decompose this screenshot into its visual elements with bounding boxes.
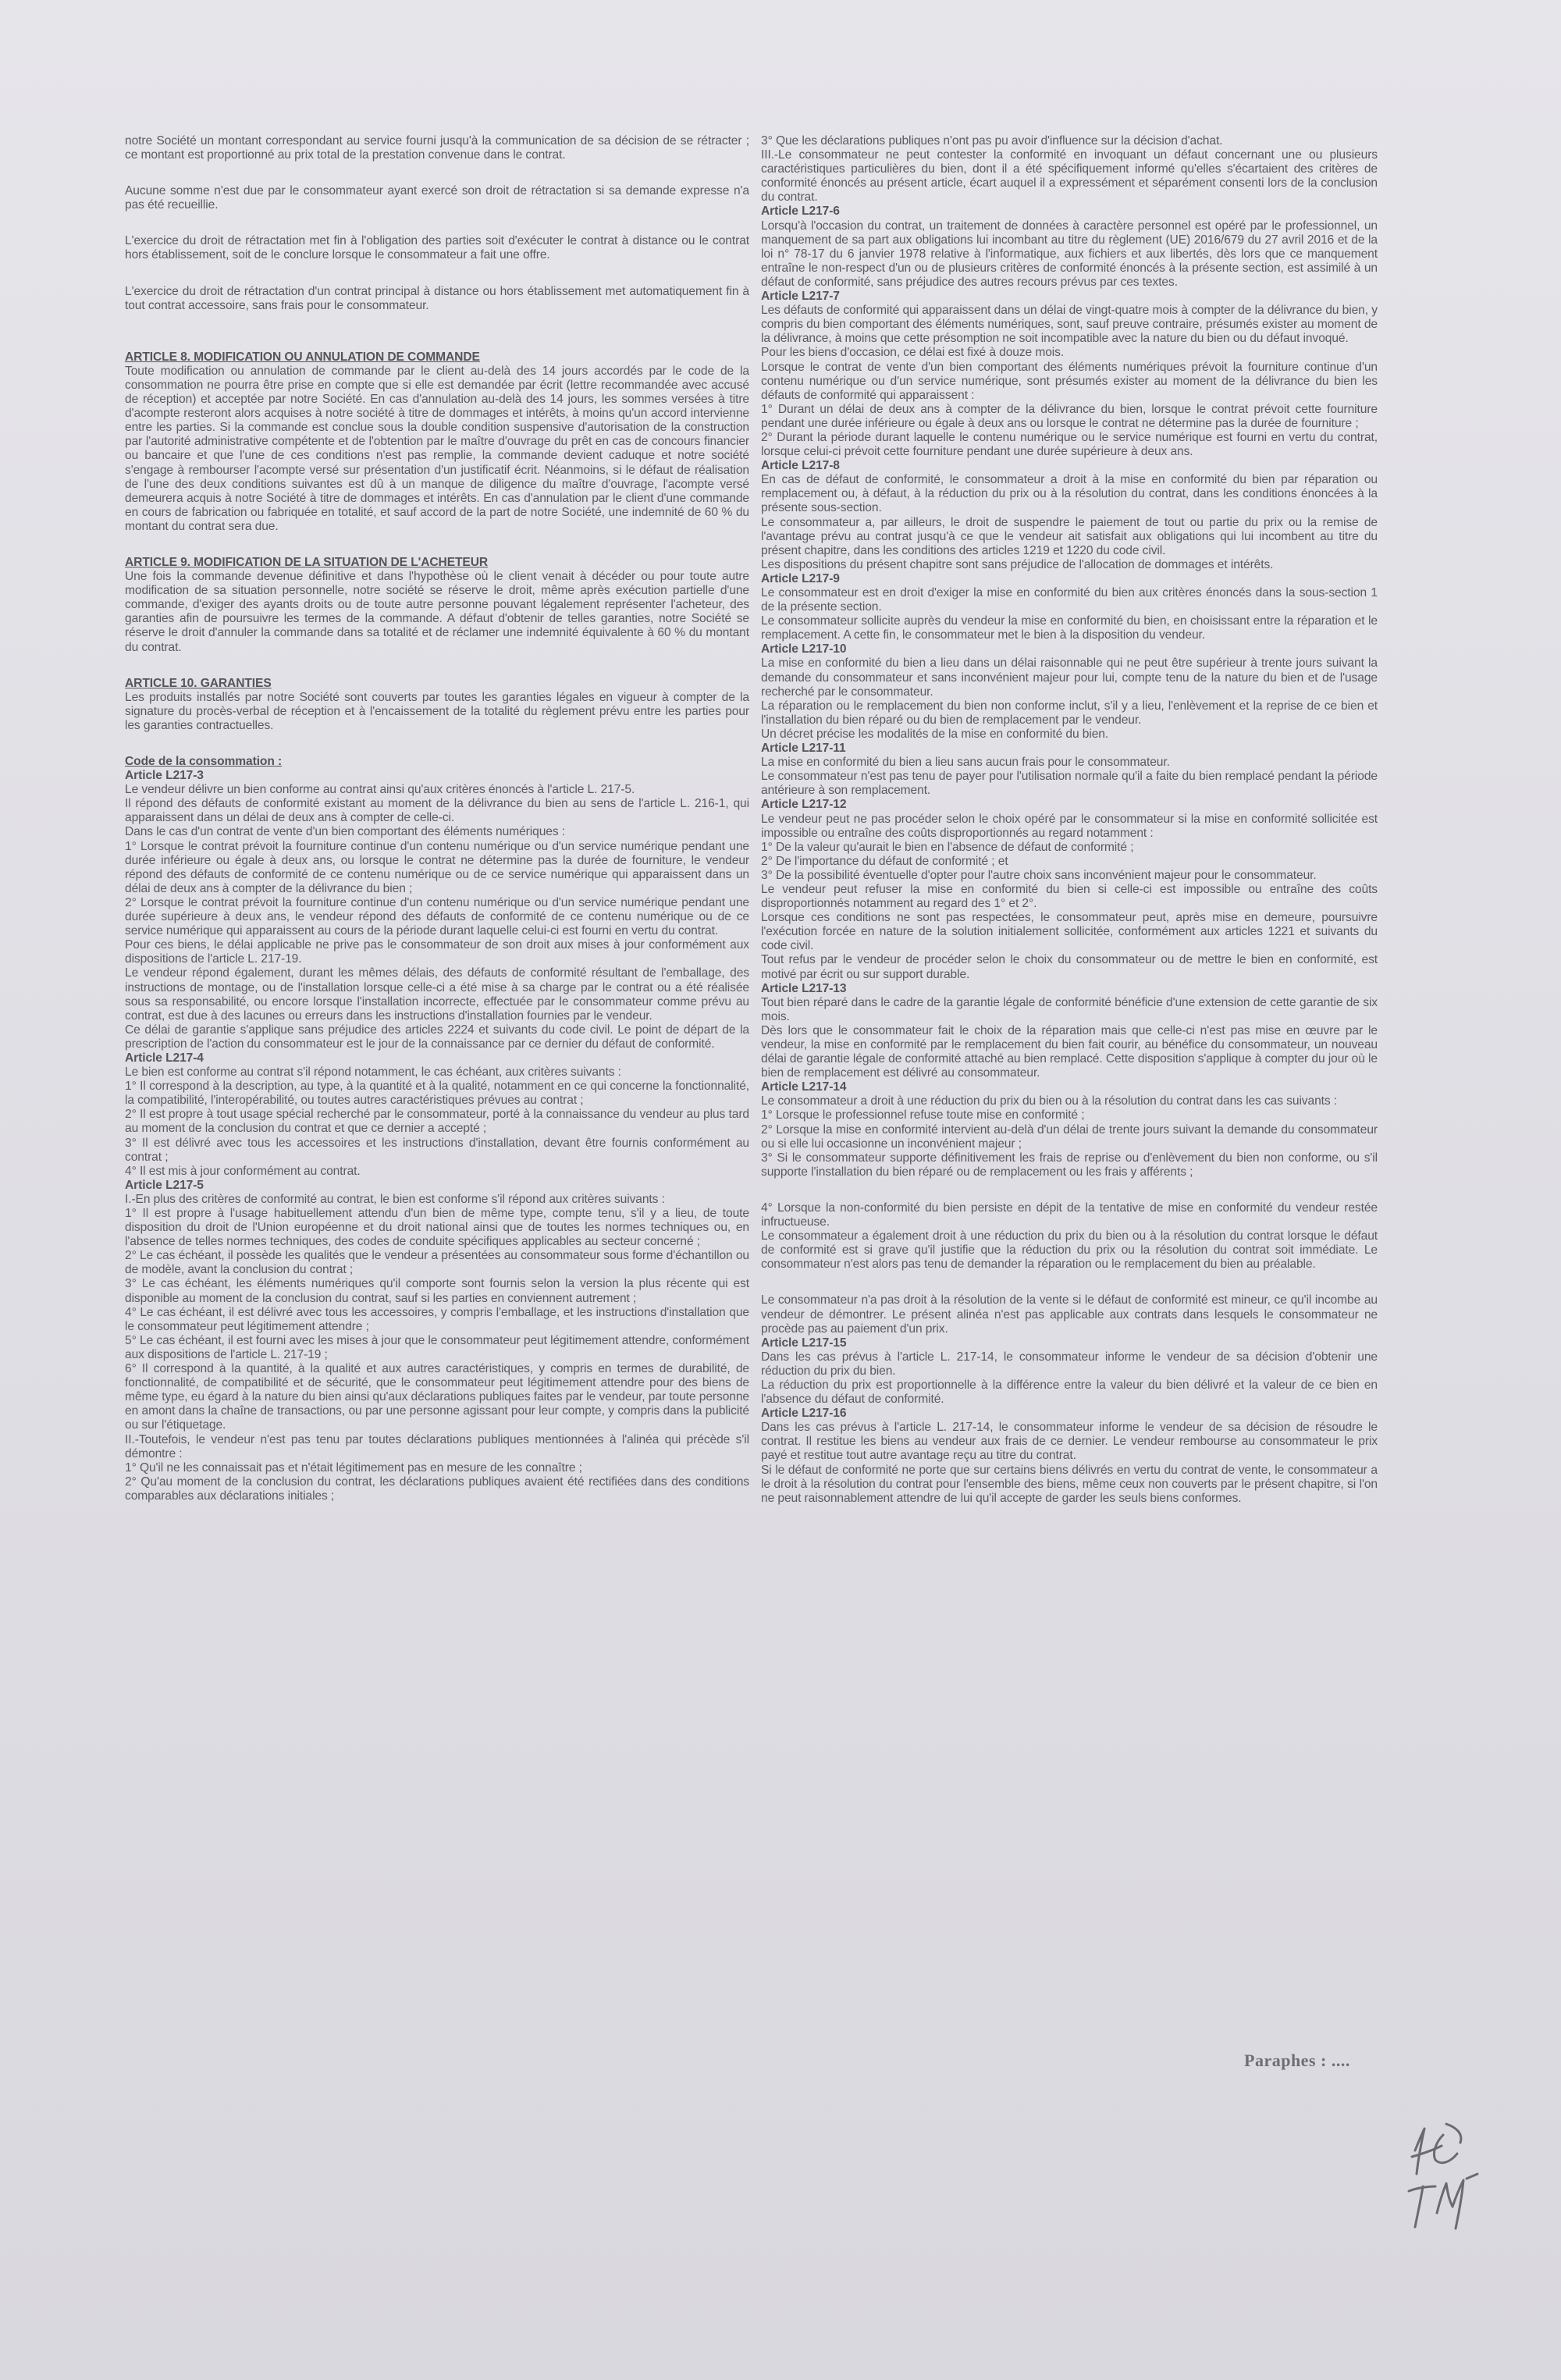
article-line: 2° De l'importance du défaut de conformité ; et [761,854,1008,868]
article-10-title: ARTICLE 10. GARANTIES [125,676,272,690]
article-line: Pour les biens d'occasion, ce délai est fixé à douze mois. [761,346,1065,360]
article-line: 1° Il est propre à l'usage habituellement attendu d'un bien de même type, compte tenu, s'il y a lieu, de toute disposition du droit de l'Union européenne et du droit national ainsi que de toutes les normes techniques ou, en l'absence de telles normes techniques, des codes de conduite spécifiques applicables au secteur concerné ; [125,1207,749,1249]
article-line: 1° Lorsque le contrat prévoit la fourniture continue d'un contenu numérique ou d'un service numérique pendant une durée inférieure ou égale à deux ans, ou lorsque le contrat ne détermine pas la durée de fourniture, le vendeur répond des défauts de conformité de ce contenu numérique ou de ce service numérique qui apparaissent dans un délai de deux ans à compter de la délivrance du bien ; [125,839,749,895]
article-line: 2° Il est propre à tout usage spécial recherché par le consommateur, porté à la connaissance du vendeur au plus tard au moment de la conclusion du contrat et que ce dernier a accepté ; [125,1108,749,1136]
article-line: Dans le cas d'un contrat de vente d'un bien comportant des éléments numériques : [125,825,565,839]
article-line: Le consommateur a, par ailleurs, le droit de suspendre le paiement de tout ou partie du prix ou la remise de l'avantage prévu au contrat jusqu'à ce que le vendeur ait satisfait aux obligations qui lui incombent au titre du présent chapitre, dans les conditions des articles 1219 et 1220 du code civil. [761,515,1378,557]
article-l217-7-title: Article L217-7 [761,290,840,304]
article-line: La réduction du prix est proportionnelle à la différence entre la valeur du bien délivré et la valeur de ce bien en l'absence du défaut de conformité. [761,1378,1378,1407]
article-line: Lorsque ces conditions ne sont pas respectées, le consommateur peut, après mise en demeure, poursuivre l'exécution forcée en nature de la solution initialement sollicitée, conformément aux articles 1221 et suivants du code civil. [761,911,1378,953]
article-10-text: Les produits installés par notre Société sont couverts par toutes les garanties légales en vigueur à compter de la signature du procès-verbal de réception et à l'encaissement de la totalité du règlement prévu entre les parties pour les garanties contractuelles. [125,690,749,732]
article-l217-12-title: Article L217-12 [761,798,847,812]
article-line: En cas de défaut de conformité, le consommateur a droit à la mise en conformité du bien par réparation ou remplacement ou, à défaut, à la réduction du prix ou à la résolution du contrat, dans les conditions énoncées à la présente sous-section. [761,473,1378,515]
article-line: Le consommateur a également droit à une réduction du prix du bien ou à la résolution du contrat lorsque le défaut de conformité est si grave qu'il justifie que la réduction du prix ou la résolution du contrat soit immédiate. Le consommateur n'est alors pas tenu de demander la réparation ou le remplacement du bien au préalable. [761,1229,1378,1272]
article-line: Le consommateur sollicite auprès du vendeur la mise en conformité du bien, en choisissant entre la réparation et le remplacement. A cette fin, le consommateur met le bien à la disposition du vendeur. [761,614,1378,642]
article-l217-5-title: Article L217-5 [125,1178,204,1192]
article-line: Il répond des défauts de conformité existant au moment de la délivrance du bien au sens de l'article L. 216-1, qui apparaissent dans un délai de deux ans à compter de celle-ci. [125,797,749,825]
article-line: 2° Lorsque le contrat prévoit la fourniture continue d'un contenu numérique ou d'un service numérique pendant une durée supérieure à deux ans, le vendeur répond des défauts de conformité de ce contenu numérique ou de ce service numérique qui apparaissent au cours de la période durant laquelle celui-ci est fourni en vertu du contrat. [125,895,749,938]
handwritten-initials [1401,2119,1495,2236]
article-line: 4° Il est mis à jour conformément au contrat. [125,1164,361,1178]
article-line: 1° Qu'il ne les connaissait pas et n'était légitimement pas en mesure de les connaître ; [125,1460,582,1475]
article-l217-4-title: Article L217-4 [125,1051,204,1065]
article-9-title: ARTICLE 9. MODIFICATION DE LA SITUATION DE L'ACHETEUR [125,555,489,569]
article-l217-13-title: Article L217-13 [761,981,847,995]
article-line: Le bien est conforme au contrat s'il répond notamment, le cas échéant, aux critères suivants : [125,1065,621,1080]
article-line: 3° Il est délivré avec tous les accessoires et les instructions d'installation, devant être fournis conformément au contrat ; [125,1136,749,1164]
article-line: Tout bien réparé dans le cadre de la garantie légale de conformité bénéficie d'une extension de cette garantie de six mois. [761,995,1378,1023]
article-line: Tout refus par le vendeur de procéder selon le choix du consommateur ou de mettre le bien en conformité, est motivé par écrit ou sur support durable. [761,953,1378,981]
article-line: 3° Que les déclarations publiques n'ont pas pu avoir d'influence sur la décision d'achat. [761,134,1223,148]
article-line: 3° Si le consommateur supporte définitivement les frais de reprise ou d'enlèvement du bien non conforme, ou s'il supporte l'installation du bien réparé ou de remplacement ou les frais y afférents ; [761,1151,1378,1179]
article-l217-16-title: Article L217-16 [761,1407,847,1421]
article-line: 4° Le cas échéant, il est délivré avec tous les accessoires, y compris l'emballage, et les instructions d'installation que le consommateur peut légitimement attendre ; [125,1305,749,1333]
article-line: La mise en conformité du bien a lieu sans aucun frais pour le consommateur. [761,756,1170,770]
article-8-text: Toute modification ou annulation de commande par le client au-delà des 14 jours accordés par le code de la consommation ne pourra être prise en compte que si elle est demandée par écrit (lettre recommandée avec accusé de réception) et acceptée par notre Société. En cas d'annulation au-delà des 14 jours, les sommes versées à titre d'acompte resteront alors acquises à notre société à titre de dommages et intérêts, à moins qu'un accord intervienne entre les parties. Si la commande est conclue sous la double condition suspensive d'autorisation de la construction par l'autorité administrative compétente et de l'obtention par le maître d'ouvrage du prêt en cas de concours financier ou bancaire et que l'une de ces conditions n'est pas remplie, la commande devient caduque et notre société s'engage à rembourser l'acompte versé sur présentation d'un justificatif écrit. Néanmoins, si le défaut de réalisation de l'une des deux conditions suivantes est dû à un manque de diligence du maître d'ouvrage, l'acompte versé demeurera acquis à notre Société à titre de dommages et intérêts. En cas d'annulation par le client d'une commande en cours de fabrication ou fabriquée en totalité, et sauf accord de la part de notre Société, une indemnité de 60 % du montant du contrat sera due. [125,364,749,533]
article-line: Le consommateur n'a pas droit à la résolution de la vente si le défaut de conformité est mineur, ce qu'il incombe au vendeur de démontrer. Le présent alinéa n'est pas applicable aux contrats dans lesquels le consommateur ne procède pas au paiement d'un prix. [761,1293,1378,1336]
article-line: Ce délai de garantie s'applique sans préjudice des articles 2224 et suivants du code civil. Le point de départ de la prescription de l'action du consommateur est le jour de la connaissance par ce dernier du défaut de conformité. [125,1023,749,1051]
article-line: 1° Durant un délai de deux ans à compter de la délivrance du bien, lorsque le contrat prévoit cette fourniture pendant une durée inférieure ou égale à deux ans ou lorsque le contrat ne détermine pas la durée de fourniture ; [761,402,1378,430]
article-line: I.-En plus des critères de conformité au contrat, le bien est conforme s'il répond aux critères suivants : [125,1192,665,1206]
article-line: 3° De la possibilité éventuelle d'opter pour l'autre choix sans inconvénient majeur pour le consommateur. [761,868,1317,882]
article-line: La mise en conformité du bien a lieu dans un délai raisonnable qui ne peut être supérieur à trente jours suivant la demande du consommateur et sans inconvénient majeur pour lui, compte tenu de la nature du bien et de l'usage recherché par le consommateur. [761,656,1378,699]
article-line: Dès lors que le consommateur fait le choix de la réparation mais que celle-ci n'est pas mise en œuvre par le vendeur, la mise en conformité par le remplacement du bien fait courir, au bénéfice du consommateur, un nouveau délai de garantie légale de conformité attaché au bien remplacé. Cette disposition s'applique à compter du jour où le bien de remplacement est délivré au consommateur. [761,1023,1378,1080]
article-line: Le vendeur répond également, durant les mêmes délais, des défauts de conformité résultant de l'emballage, des instructions de montage, ou de l'installation lorsque celle-ci a été mise à sa charge par le contrat ou a été réalisée sous sa responsabilité, ou encore lorsque l'installation incorrecte, effectuée par le consommateur comme prévu au contrat, est due à des lacunes ou erreurs dans les instructions d'installation fournies par le vendeur. [125,966,749,1023]
article-l217-6-title: Article L217-6 [761,205,840,219]
article-line: 2° Qu'au moment de la conclusion du contrat, les déclarations publiques avaient été rectifiées dans des conditions comparables aux déclarations initiales ; [125,1475,749,1503]
article-line: Les dispositions du présent chapitre sont sans préjudice de l'allocation de dommages et intérêts. [761,557,1274,571]
article-line: II.-Toutefois, le vendeur n'est pas tenu par toutes déclarations publiques mentionnées à l'alinéa qui précède s'il démontre : [125,1432,749,1460]
article-line: 2° Lorsque la mise en conformité intervient au-delà d'un délai de trente jours suivant la demande du consommateur ou si elle lui occasionne un inconvénient majeur ; [761,1122,1378,1151]
paraphes-label: Paraphes : .... [1244,2051,1350,2070]
article-line: 1° De la valeur qu'aurait le bien en l'absence de défaut de conformité ; [761,840,1134,854]
code-consommation-title: Code de la consommation : [125,755,283,768]
article-line: Le consommateur n'est pas tenu de payer pour l'utilisation normale qu'il a faite du bien remplacé pendant la période antérieure à son remplacement. [761,770,1378,798]
article-line: III.-Le consommateur ne peut contester la conformité en invoquant un défaut concernant une ou plusieurs caractéristiques particulières du bien, dont il a été spécifiquement informé qu'elles s'écartaient des critères de conformité énoncés au présent article, écart auquel il a expressément et séparément consenti lors de la conclusion du contrat. [761,148,1378,205]
article-line: Dans les cas prévus à l'article L. 217-14, le consommateur informe le vendeur de sa décision de résoudre le contrat. Il restitue les biens au vendeur aux frais de ce dernier. Le vendeur rembourse au consommateur le prix payé et restitue tout autre avantage reçu au titre du contrat. [761,1421,1378,1463]
paragraph: L'exercice du droit de rétractation met fin à l'obligation des parties soit d'exécuter le contrat à distance ou le contrat hors établissement, soit de le conclure lorsque le consommateur a fait une offre. [125,234,749,262]
article-line: Pour ces biens, le délai applicable ne prive pas le consommateur de son droit aux mises à jour conformément aux dispositions de l'article L. 217-19. [125,938,749,966]
article-8-title: ARTICLE 8. MODIFICATION OU ANNULATION DE COMMANDE [125,350,480,364]
article-l217-15-title: Article L217-15 [761,1336,847,1350]
article-l217-10-title: Article L217-10 [761,642,847,656]
article-line: 6° Il correspond à la quantité, à la qualité et aux autres caractéristiques, y compris en termes de durabilité, de fonctionnalité, de compatibilité et de sécurité, que le consommateur peut légitimement attendre pour des biens de même type, eu égard à la nature du bien ainsi qu'aux déclarations publiques faites par le vendeur, par toute personne en amont dans la chaîne de transactions, ou par une personne agissant pour leur compte, y compris dans la publicité ou sur l'étiquetage. [125,1362,749,1432]
article-line: 1° Lorsque le professionnel refuse toute mise en conformité ; [761,1108,1085,1122]
paragraph: Aucune somme n'est due par le consommateur ayant exercé son droit de rétractation si sa demande expresse n'a pas été recueillie. [125,184,749,212]
paragraph: L'exercice du droit de rétractation d'un contrat principal à distance ou hors établissement met automatiquement fin à tout contrat accessoire, sans frais pour le consommateur. [125,284,749,312]
article-line: Les défauts de conformité qui apparaissent dans un délai de vingt-quatre mois à compter de la délivrance du bien, y compris du bien comportant des éléments numériques, sont, sauf preuve contraire, présumés exister au moment de la délivrance, à moins que cette présomption ne soit incompatible avec la nature du bien ou du défaut invoqué. [761,304,1378,346]
article-line: Le vendeur peut refuser la mise en conformité du bien si celle-ci est impossible ou entraîne des coûts disproportionnés notamment au regard des 1° et 2°. [761,882,1378,911]
article-line: 3° Le cas échéant, les éléments numériques qu'il comporte sont fournis selon la version la plus récente qui est disponible au moment de la conclusion du contrat, sauf si les parties en conviennent autrement ; [125,1277,749,1305]
article-l217-9-title: Article L217-9 [761,571,840,585]
article-l217-3-title: Article L217-3 [125,769,204,783]
article-line: 1° Il correspond à la description, au type, à la quantité et à la qualité, notamment en ce qui concerne la fonctionnalité, la compatibilité, l'interopérabilité, ou toutes autres caractéristiques prévues au contrat ; [125,1080,749,1108]
article-line: Lorsqu'à l'occasion du contrat, un traitement de données à caractère personnel est opéré par le professionnel, un manquement de sa part aux obligations lui incombant au titre du règlement (UE) 2016/679 du 27 avril 2016 et de la loi n° 78-17 du 6 janvier 1978 relative à l'informatique, aux fichiers et aux libertés, dès lors que ce manquement entraîne le non-respect d'un ou de plusieurs critères de conformité énoncés à la présente section, est assimilé à un défaut de conformité, sans préjudice des autres recours prévus par ces textes. [761,219,1378,289]
article-l217-11-title: Article L217-11 [761,742,846,756]
article-line: Un décret précise les modalités de la mise en conformité du bien. [761,727,1109,741]
article-line: Lorsque le contrat de vente d'un bien comportant des éléments numériques prévoit la fourniture continue d'un contenu numérique ou d'un service numérique, sont présumés exister au moment de la délivrance du bien les défauts de conformité qui apparaissent : [761,360,1378,402]
left-column [125,134,749,1503]
article-line: 2° Le cas échéant, il possède les qualités que le vendeur a présentées au consommateur sous forme d'échantillon ou de modèle, avant la conclusion du contrat ; [125,1249,749,1277]
article-line: Si le défaut de conformité ne porte que sur certains biens délivrés en vertu du contrat de vente, le consommateur a le droit à la résolution du contrat pour l'ensemble des biens, même ceux non couverts par le présent chapitre, si l'on ne peut raisonnablement attendre de lui qu'il accepte de garder les seuls biens conformes. [761,1463,1378,1505]
article-l217-14-title: Article L217-14 [761,1080,847,1094]
article-line: 2° Durant la période durant laquelle le contenu numérique ou le service numérique est fourni en vertu du contrat, lorsque celui-ci prévoit cette fourniture pendant une durée supérieure à deux ans. [761,430,1378,459]
article-line: Le vendeur peut ne pas procéder selon le choix opéré par le consommateur si la mise en conformité sollicitée est impossible ou entraîne des coûts disproportionnés au regard notamment : [761,812,1378,840]
article-line: Dans les cas prévus à l'article L. 217-14, le consommateur informe le vendeur de sa décision d'obtenir une réduction du prix du bien. [761,1350,1378,1378]
article-l217-8-title: Article L217-8 [761,459,840,473]
paragraph: notre Société un montant correspondant au service fourni jusqu'à la communication de sa décision de se rétracter ; ce montant est proportionné au prix total de la prestation convenue dans le contrat. [125,134,749,162]
article-line: Le consommateur a droit à une réduction du prix du bien ou à la résolution du contrat dans les cas suivants : [761,1094,1338,1108]
article-line: La réparation ou le remplacement du bien non conforme inclut, s'il y a lieu, l'enlèvement et la reprise de ce bien et l'installation du bien réparé ou du bien de remplacement par le vendeur. [761,699,1378,727]
right-column [761,134,1378,1506]
article-line: 4° Lorsque la non-conformité du bien persiste en dépit de la tentative de mise en conformité du vendeur restée infructueuse. [761,1201,1378,1229]
article-9-text: Une fois la commande devenue définitive et dans l'hypothèse où le client venait à décéder ou pour toute autre modification de sa situation personnelle, notre société se réserve le droit, même après exécution partielle d'une commande, d'exiger des ayants droits ou de toute autre personne pouvant légalement représenter l'acheteur, des garanties afin de poursuivre les termes de la commande. A défaut d'obtenir de telles garanties, notre Société se réserve le droit d'annuler la commande dans sa totalité et de réclamer une indemnité équivalente à 60 % du montant du contrat. [125,570,749,654]
article-line: Le vendeur délivre un bien conforme au contrat ainsi qu'aux critères énoncés à l'article L. 217-5. [125,783,635,797]
article-line: Le consommateur est en droit d'exiger la mise en conformité du bien aux critères énoncés dans la sous-section 1 de la présente section. [761,586,1378,614]
article-line: 5° Le cas échéant, il est fourni avec les mises à jour que le consommateur peut légitimement attendre, conformément aux dispositions de l'article L. 217-19 ; [125,1333,749,1361]
